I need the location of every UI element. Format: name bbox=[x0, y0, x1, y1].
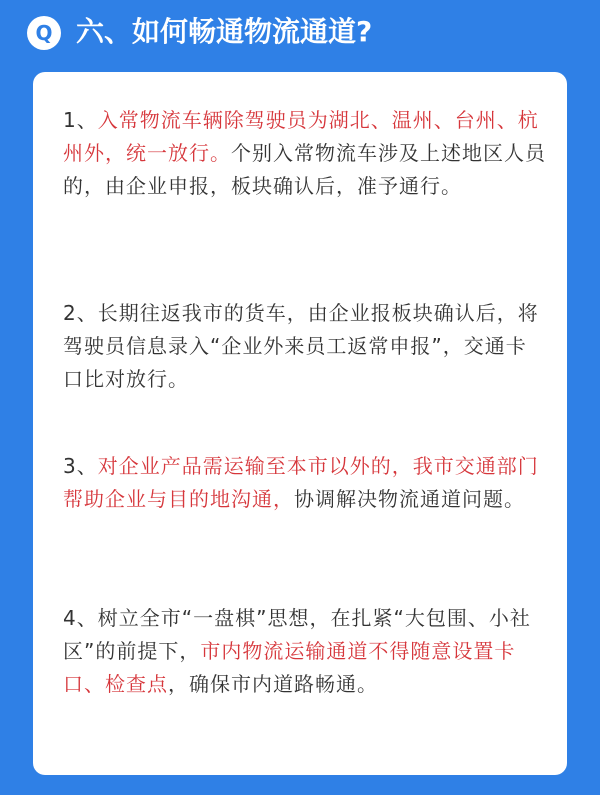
item-4-text-after: ，确保市内道路畅通。 bbox=[168, 672, 378, 696]
section-header bbox=[0, 0, 600, 64]
q-badge-icon: Q bbox=[27, 16, 61, 50]
item-2-number: 2、 bbox=[63, 301, 98, 325]
item-1-text: 个别入常物流车涉及上述地区人员的，由企业申报，板块确认后，准予通行。 bbox=[63, 141, 546, 198]
item-3-text: 协调解决物流通道问题。 bbox=[294, 487, 525, 511]
item-4 bbox=[63, 602, 547, 701]
item-1-highlight: 入常物流车辆除驾驶员为湖北、温州、台州、杭州外，统一放行。 bbox=[63, 108, 539, 165]
section-title: 六、如何畅通物流通道? bbox=[76, 15, 373, 48]
item-1-number: 1、 bbox=[63, 108, 98, 132]
item-3-number: 3、 bbox=[63, 454, 98, 478]
item-2-text: 长期往返我市的货车，由企业报板块确认后，将驾驶员信息录入“企业外来员工返常申报”，交通卡口比对放行。 bbox=[63, 301, 539, 391]
content-card bbox=[33, 72, 567, 775]
item-4-highlight: 市内物流运输通道不得随意设置卡口、检查点 bbox=[63, 639, 516, 696]
item-4-number: 4、 bbox=[63, 606, 98, 630]
item-1 bbox=[63, 104, 547, 203]
item-3 bbox=[63, 450, 547, 516]
item-3-highlight: 对企业产品需运输至本市以外的，我市交通部门帮助企业与目的地沟通， bbox=[63, 454, 539, 511]
item-2 bbox=[63, 297, 547, 396]
item-4-text-before: 树立全市“一盘棋”思想，在扎紧“大包围、小社区”的前提下， bbox=[63, 606, 531, 663]
